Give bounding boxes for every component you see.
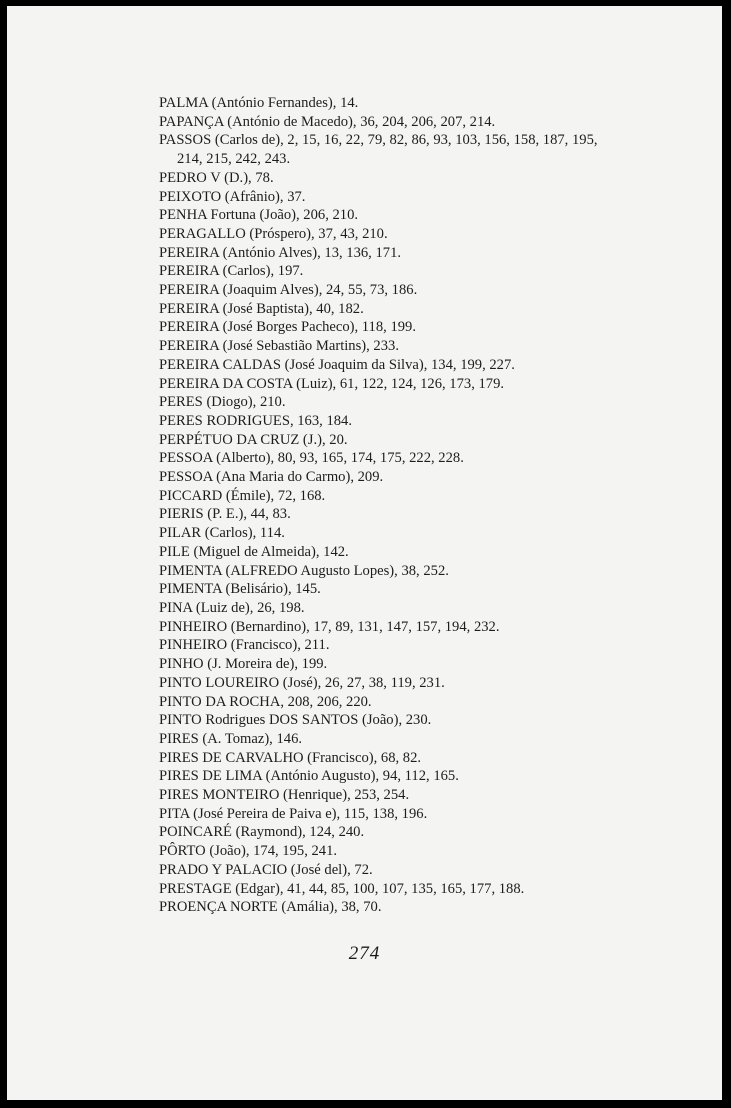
index-entry: PIRES (A. Tomaz), 146. [159, 730, 303, 747]
index-entry: PEREIRA (José Sebastião Martins), 233. [159, 338, 399, 355]
index-entry: PIRES DE CARVALHO (Francisco), 68, 82. [159, 749, 422, 766]
index-entry: PALMA (António Fernandes), 14. [159, 95, 359, 111]
index-entry: PIMENTA (Belisário), 145. [159, 581, 321, 598]
index-entry: PEREIRA (Carlos), 197. [159, 263, 304, 280]
index-entry: PINTO LOUREIRO (José), 26, 27, 38, 119, 231. [159, 674, 445, 691]
index-entry: PEREIRA (José Borges Pacheco), 118, 199. [159, 319, 416, 336]
index-entry: PINTO DA ROCHA, 208, 206, 220. [159, 693, 372, 710]
index-entry: POINCARÉ (Raymond), 124, 240. [159, 824, 365, 841]
index-entry: PERAGALLO (Próspero), 37, 43, 210. [159, 225, 388, 242]
index-entry: PIRES MONTEIRO (Henrique), 253, 254. [159, 787, 410, 804]
index-entry: PEDRO V (D.), 78. [159, 169, 274, 186]
index-entry: PEREIRA (José Baptista), 40, 182. [159, 300, 364, 317]
index-entry: PRESTAGE (Edgar), 41, 44, 85, 100, 107, 135, 165, 177, 188. [159, 880, 525, 897]
index-entry: PERES (Diogo), 210. [159, 394, 286, 411]
index-entry: PINHO (J. Moreira de), 199. [159, 656, 328, 673]
index-entry: PITA (José Pereira de Paiva e), 115, 138, 196. [159, 805, 428, 822]
page-number: 274 [348, 943, 381, 964]
index-entry: PIERIS (P. E.), 44, 83. [159, 506, 291, 523]
index-entry: PILAR (Carlos), 114. [159, 525, 285, 542]
index-entry: PIRES DE LIMA (António Augusto), 94, 112, 165. [159, 768, 459, 785]
index-entry: PEREIRA (António Alves), 13, 136, 171. [159, 244, 402, 261]
index-entry: PASSOS (Carlos de), 2, 15, 16, 22, 79, 82, 86, 93, 103, 156, 158, 187, 195, [159, 132, 598, 149]
name-index-list [159, 94, 639, 917]
index-entry: PILE (Miguel de Almeida), 142. [159, 543, 349, 560]
index-entry: PROENÇA NORTE (Amália), 38, 70. [159, 899, 382, 916]
index-entry: PRADO Y PALACIO (José del), 72. [159, 861, 373, 878]
index-entry: PESSOA (Alberto), 80, 93, 165, 174, 175, 222, 228. [159, 450, 464, 467]
index-entry: PERES RODRIGUES, 163, 184. [159, 412, 352, 429]
index-entry: PESSOA (Ana Maria do Carmo), 209. [159, 469, 384, 486]
index-entry: PINHEIRO (Bernardino), 17, 89, 131, 147, 157, 194, 232. [159, 618, 500, 635]
index-entry: PEIXOTO (Afrânio), 37. [159, 188, 306, 205]
index-entry: PEREIRA DA COSTA (Luiz), 61, 122, 124, 126, 173, 179. [159, 375, 505, 392]
index-entry: PENHA Fortuna (João), 206, 210. [159, 207, 359, 224]
index-entry-continuation: 214, 215, 242, 243. [177, 151, 291, 168]
index-entry: PERPÉTUO DA CRUZ (J.), 20. [159, 431, 348, 448]
index-entry: PINTO Rodrigues DOS SANTOS (João), 230. [159, 712, 432, 729]
index-entry: PINHEIRO (Francisco), 211. [159, 637, 330, 654]
index-entry: PIMENTA (ALFREDO Augusto Lopes), 38, 252. [159, 562, 449, 579]
index-entry: PEREIRA (Joaquim Alves), 24, 55, 73, 186. [159, 282, 418, 299]
index-entry: PÔRTO (João), 174, 195, 241. [159, 843, 338, 860]
index-entry: PICCARD (Émile), 72, 168. [159, 487, 326, 504]
index-entry: PINA (Luiz de), 26, 198. [159, 599, 305, 616]
index-entry: PEREIRA CALDAS (José Joaquim da Silva), 134, 199, 227. [159, 356, 515, 373]
index-entry: PAPANÇA (António de Macedo), 36, 204, 206, 207, 214. [159, 113, 496, 130]
book-page [7, 6, 722, 1100]
